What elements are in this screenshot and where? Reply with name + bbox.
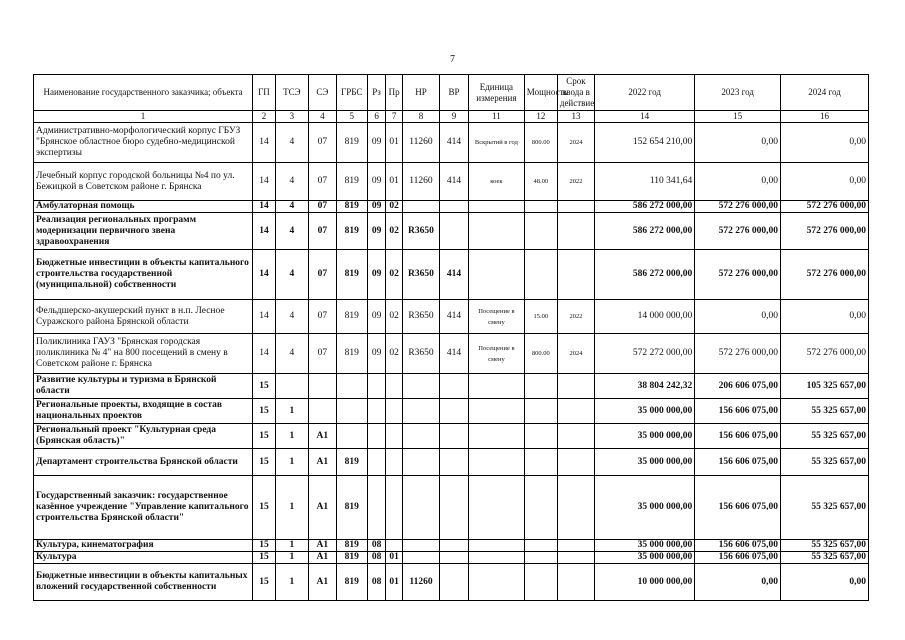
header-cell: Рз: [367, 75, 386, 111]
cell-name: Бюджетные инвестиции в объекты капитального строительства государственной (муниципальной) собственности: [34, 250, 253, 300]
cell-pr: [386, 399, 403, 424]
cell-capacity: [524, 201, 557, 213]
cell-nr: [402, 424, 439, 449]
cell-sum-2022: 35 000 000,00: [595, 476, 695, 540]
cell-grbs: 819: [336, 213, 367, 250]
cell-rz: 09: [367, 213, 386, 250]
cell-capacity: 15.00: [524, 300, 557, 334]
column-number-cell: 2: [253, 111, 276, 123]
cell-capacity: [524, 374, 557, 399]
cell-grbs: 819: [336, 123, 367, 163]
cell-sum-2024: 572 276 000,00: [781, 213, 869, 250]
cell-rz: 08: [367, 540, 386, 552]
cell-sum-2024: 55 325 657,00: [781, 449, 869, 476]
header-cell: НР: [402, 75, 439, 111]
cell-pr: 01: [386, 123, 403, 163]
cell-vr: 414: [440, 123, 469, 163]
cell-sum-2023: 156 606 075,00: [695, 424, 781, 449]
header-cell: ГП: [253, 75, 276, 111]
cell-unit: [469, 476, 525, 540]
table-row: [34, 449, 869, 476]
cell-vr: 414: [440, 334, 469, 374]
cell-sum-2022: 35 000 000,00: [595, 540, 695, 552]
cell-se: 07: [308, 213, 336, 250]
cell-nr: 11260: [402, 163, 439, 201]
column-number-row: [34, 111, 869, 123]
cell-gp: 15: [253, 540, 276, 552]
cell-term: [557, 449, 594, 476]
cell-unit: Посещение в смену: [469, 300, 525, 334]
cell-term: [557, 424, 594, 449]
cell-gp: 15: [253, 399, 276, 424]
table-row: [34, 374, 869, 399]
cell-capacity: 800.00: [524, 123, 557, 163]
header-cell: ВР: [440, 75, 469, 111]
cell-nr: [402, 374, 439, 399]
header-row: [34, 75, 869, 111]
table-row: [34, 540, 869, 552]
table-row: [34, 123, 869, 163]
cell-rz: 09: [367, 201, 386, 213]
cell-vr: 414: [440, 300, 469, 334]
cell-pr: 02: [386, 213, 403, 250]
cell-vr: 414: [440, 163, 469, 201]
cell-grbs: [336, 374, 367, 399]
cell-pr: [386, 449, 403, 476]
cell-tse: [275, 374, 308, 399]
header-cell: 2022 год: [595, 75, 695, 111]
cell-se: 07: [308, 334, 336, 374]
cell-tse: 4: [275, 250, 308, 300]
cell-unit: коек: [469, 163, 525, 201]
header-cell: 2023 год: [695, 75, 781, 111]
cell-rz: 09: [367, 300, 386, 334]
table-row: [34, 552, 869, 564]
cell-sum-2022: 110 341,64: [595, 163, 695, 201]
cell-term: [557, 374, 594, 399]
cell-capacity: [524, 552, 557, 564]
cell-gp: 15: [253, 476, 276, 540]
header-cell: 2024 год: [781, 75, 869, 111]
cell-nr: [402, 201, 439, 213]
header-cell: Пр: [386, 75, 403, 111]
cell-gp: 14: [253, 300, 276, 334]
cell-vr: [440, 399, 469, 424]
cell-se: A1: [308, 449, 336, 476]
cell-grbs: 819: [336, 564, 367, 601]
cell-nr: R3650: [402, 334, 439, 374]
cell-se: 07: [308, 201, 336, 213]
cell-nr: R3650: [402, 213, 439, 250]
cell-pr: [386, 374, 403, 399]
column-number-cell: 8: [402, 111, 439, 123]
cell-tse: 1: [275, 564, 308, 601]
cell-vr: [440, 449, 469, 476]
cell-tse: 4: [275, 163, 308, 201]
cell-gp: 14: [253, 334, 276, 374]
cell-grbs: 819: [336, 250, 367, 300]
cell-capacity: [524, 424, 557, 449]
budget-table: [33, 74, 869, 601]
cell-unit: Вскрытий в год: [469, 123, 525, 163]
cell-se: A1: [308, 476, 336, 540]
cell-rz: 09: [367, 163, 386, 201]
cell-sum-2022: 35 000 000,00: [595, 424, 695, 449]
cell-term: 2022: [557, 163, 594, 201]
cell-pr: [386, 540, 403, 552]
cell-unit: [469, 564, 525, 601]
cell-pr: 01: [386, 163, 403, 201]
cell-sum-2024: 0,00: [781, 123, 869, 163]
cell-gp: 14: [253, 213, 276, 250]
cell-rz: 08: [367, 552, 386, 564]
table-row: [34, 476, 869, 540]
cell-term: [557, 476, 594, 540]
cell-unit: [469, 213, 525, 250]
cell-se: 07: [308, 123, 336, 163]
column-number-cell: 5: [336, 111, 367, 123]
cell-sum-2022: 14 000 000,00: [595, 300, 695, 334]
cell-gp: 14: [253, 201, 276, 213]
table-row: [34, 399, 869, 424]
cell-sum-2023: 156 606 075,00: [695, 449, 781, 476]
cell-sum-2024: 572 276 000,00: [781, 334, 869, 374]
cell-capacity: [524, 476, 557, 540]
table-row: [34, 201, 869, 213]
cell-pr: 01: [386, 552, 403, 564]
cell-name: Культура, кинематография: [34, 540, 253, 552]
cell-rz: [367, 449, 386, 476]
cell-sum-2024: 572 276 000,00: [781, 201, 869, 213]
table-row: [34, 424, 869, 449]
cell-vr: [440, 374, 469, 399]
cell-se: [308, 399, 336, 424]
cell-pr: 02: [386, 201, 403, 213]
cell-gp: 15: [253, 449, 276, 476]
cell-rz: [367, 374, 386, 399]
cell-gp: 14: [253, 163, 276, 201]
cell-sum-2023: 156 606 075,00: [695, 399, 781, 424]
cell-sum-2024: 55 325 657,00: [781, 552, 869, 564]
cell-grbs: 819: [336, 552, 367, 564]
cell-term: [557, 552, 594, 564]
cell-unit: [469, 552, 525, 564]
cell-grbs: 819: [336, 449, 367, 476]
cell-name: Реализация региональных программ модернизации первичного звена здравоохранения: [34, 213, 253, 250]
cell-term: [557, 399, 594, 424]
cell-tse: 4: [275, 334, 308, 374]
cell-vr: [440, 201, 469, 213]
cell-tse: 4: [275, 201, 308, 213]
cell-sum-2024: 55 325 657,00: [781, 540, 869, 552]
cell-sum-2024: 0,00: [781, 564, 869, 601]
cell-nr: 11260: [402, 564, 439, 601]
cell-capacity: [524, 399, 557, 424]
cell-sum-2024: 572 276 000,00: [781, 250, 869, 300]
cell-rz: 09: [367, 123, 386, 163]
cell-nr: [402, 476, 439, 540]
cell-pr: 02: [386, 300, 403, 334]
cell-term: [557, 540, 594, 552]
table-row: [34, 300, 869, 334]
cell-nr: [402, 540, 439, 552]
cell-capacity: 48.00: [524, 163, 557, 201]
cell-unit: [469, 449, 525, 476]
cell-tse: 1: [275, 399, 308, 424]
cell-name: Региональные проекты, входящие в состав национальных проектов: [34, 399, 253, 424]
cell-term: [557, 213, 594, 250]
cell-nr: [402, 552, 439, 564]
cell-tse: 1: [275, 552, 308, 564]
cell-term: 2024: [557, 123, 594, 163]
cell-sum-2022: 10 000 000,00: [595, 564, 695, 601]
cell-name: Региональный проект "Культурная среда (Брянская область)": [34, 424, 253, 449]
cell-gp: 14: [253, 123, 276, 163]
cell-gp: 15: [253, 564, 276, 601]
cell-name: Государственный заказчик: государственное казённое учреждение "Управление капитального строительства Брянской области": [34, 476, 253, 540]
cell-se: 07: [308, 300, 336, 334]
cell-tse: 4: [275, 123, 308, 163]
cell-rz: 09: [367, 334, 386, 374]
cell-gp: 14: [253, 250, 276, 300]
column-number-cell: 7: [386, 111, 403, 123]
cell-se: A1: [308, 540, 336, 552]
column-number-cell: 14: [595, 111, 695, 123]
cell-term: 2022: [557, 300, 594, 334]
cell-grbs: [336, 424, 367, 449]
cell-name: Поликлиника ГАУЗ "Брянская городская поликлиника № 4" на 800 посещений в смену в Советском районе г. Брянска: [34, 334, 253, 374]
cell-rz: 08: [367, 564, 386, 601]
column-number-cell: 9: [440, 111, 469, 123]
cell-tse: 4: [275, 213, 308, 250]
cell-vr: [440, 552, 469, 564]
header-cell: СЭ: [308, 75, 336, 111]
cell-unit: [469, 250, 525, 300]
cell-sum-2023: 156 606 075,00: [695, 476, 781, 540]
cell-unit: [469, 374, 525, 399]
cell-se: A1: [308, 564, 336, 601]
cell-tse: 1: [275, 476, 308, 540]
cell-sum-2023: 0,00: [695, 123, 781, 163]
column-number-cell: 16: [781, 111, 869, 123]
cell-term: [557, 201, 594, 213]
cell-sum-2023: 156 606 075,00: [695, 540, 781, 552]
cell-sum-2023: 572 276 000,00: [695, 201, 781, 213]
cell-sum-2022: 586 272 000,00: [595, 201, 695, 213]
cell-nr: [402, 449, 439, 476]
cell-grbs: 819: [336, 476, 367, 540]
cell-unit: [469, 399, 525, 424]
cell-name: Фельдшерско-акушерский пункт в н.п. Лесное Суражского района Брянской области: [34, 300, 253, 334]
cell-nr: R3650: [402, 250, 439, 300]
cell-sum-2022: 35 000 000,00: [595, 449, 695, 476]
column-number-cell: 13: [557, 111, 594, 123]
cell-name: Развитие культуры и туризма в Брянской области: [34, 374, 253, 399]
table-row: [34, 213, 869, 250]
cell-name: Бюджетные инвестиции в объекты капитальных вложений государственной собственности: [34, 564, 253, 601]
cell-rz: 09: [367, 250, 386, 300]
cell-name: Департамент строительства Брянской области: [34, 449, 253, 476]
page-number: 7: [450, 54, 455, 65]
cell-sum-2024: 55 325 657,00: [781, 399, 869, 424]
cell-pr: [386, 476, 403, 540]
cell-grbs: 819: [336, 334, 367, 374]
cell-sum-2023: 156 606 075,00: [695, 552, 781, 564]
cell-grbs: 819: [336, 201, 367, 213]
cell-vr: [440, 540, 469, 552]
cell-sum-2022: 572 272 000,00: [595, 334, 695, 374]
cell-se: A1: [308, 552, 336, 564]
cell-nr: 11260: [402, 123, 439, 163]
cell-sum-2022: 586 272 000,00: [595, 250, 695, 300]
cell-sum-2023: 572 276 000,00: [695, 213, 781, 250]
cell-sum-2022: 35 000 000,00: [595, 552, 695, 564]
cell-gp: 15: [253, 424, 276, 449]
cell-name: Культура: [34, 552, 253, 564]
cell-sum-2024: 55 325 657,00: [781, 476, 869, 540]
cell-vr: [440, 476, 469, 540]
column-number-cell: 11: [469, 111, 525, 123]
cell-pr: 02: [386, 250, 403, 300]
cell-capacity: [524, 564, 557, 601]
header-cell: Единица измерения: [469, 75, 525, 111]
cell-sum-2022: 38 804 242,32: [595, 374, 695, 399]
cell-sum-2023: 0,00: [695, 163, 781, 201]
cell-unit: [469, 424, 525, 449]
cell-gp: 15: [253, 374, 276, 399]
cell-sum-2023: 0,00: [695, 300, 781, 334]
cell-unit: Посещение в смену: [469, 334, 525, 374]
cell-term: 2024: [557, 334, 594, 374]
column-number-cell: 4: [308, 111, 336, 123]
cell-sum-2023: 206 606 075,00: [695, 374, 781, 399]
cell-tse: 4: [275, 300, 308, 334]
cell-vr: [440, 213, 469, 250]
cell-se: A1: [308, 424, 336, 449]
cell-capacity: [524, 540, 557, 552]
cell-nr: R3650: [402, 300, 439, 334]
table-row: [34, 334, 869, 374]
cell-sum-2024: 0,00: [781, 163, 869, 201]
table-body: [34, 123, 869, 601]
cell-sum-2023: 572 276 000,00: [695, 334, 781, 374]
cell-sum-2023: 572 276 000,00: [695, 250, 781, 300]
header-cell: ТСЭ: [275, 75, 308, 111]
cell-sum-2024: 0,00: [781, 300, 869, 334]
table-row: [34, 250, 869, 300]
cell-se: [308, 374, 336, 399]
header-cell: Мощность: [524, 75, 557, 111]
cell-term: [557, 564, 594, 601]
column-number-cell: 6: [367, 111, 386, 123]
cell-sum-2022: 35 000 000,00: [595, 399, 695, 424]
cell-unit: [469, 201, 525, 213]
cell-tse: 1: [275, 449, 308, 476]
cell-se: 07: [308, 250, 336, 300]
cell-sum-2024: 55 325 657,00: [781, 424, 869, 449]
table-row: [34, 564, 869, 601]
header-cell: Наименование государственного заказчика; объекта: [34, 75, 253, 111]
cell-tse: 1: [275, 540, 308, 552]
cell-capacity: [524, 213, 557, 250]
cell-vr: 414: [440, 250, 469, 300]
cell-rz: [367, 424, 386, 449]
cell-rz: [367, 476, 386, 540]
cell-term: [557, 250, 594, 300]
column-number-cell: 1: [34, 111, 253, 123]
cell-vr: [440, 564, 469, 601]
cell-pr: [386, 424, 403, 449]
cell-vr: [440, 424, 469, 449]
cell-grbs: [336, 399, 367, 424]
cell-name: Амбулаторная помощь: [34, 201, 253, 213]
column-number-cell: 3: [275, 111, 308, 123]
cell-grbs: 819: [336, 540, 367, 552]
cell-capacity: [524, 449, 557, 476]
cell-sum-2022: 586 272 000,00: [595, 213, 695, 250]
cell-sum-2023: 0,00: [695, 564, 781, 601]
cell-capacity: 800.00: [524, 334, 557, 374]
cell-grbs: 819: [336, 300, 367, 334]
cell-se: 07: [308, 163, 336, 201]
cell-sum-2022: 152 654 210,00: [595, 123, 695, 163]
cell-name: Лечебный корпус городской больницы №4 по ул. Бежицкой в Советском районе г. Брянска: [34, 163, 253, 201]
cell-pr: 01: [386, 564, 403, 601]
cell-pr: 02: [386, 334, 403, 374]
cell-unit: [469, 540, 525, 552]
cell-sum-2024: 105 325 657,00: [781, 374, 869, 399]
cell-capacity: [524, 250, 557, 300]
column-number-cell: 12: [524, 111, 557, 123]
cell-nr: [402, 399, 439, 424]
table-row: [34, 163, 869, 201]
cell-gp: 15: [253, 552, 276, 564]
header-cell: Срок ввода в действие: [557, 75, 594, 111]
cell-grbs: 819: [336, 163, 367, 201]
header-cell: ГРБС: [336, 75, 367, 111]
cell-tse: 1: [275, 424, 308, 449]
cell-rz: [367, 399, 386, 424]
cell-name: Административно-морфологический корпус ГБУЗ "Брянское областное бюро судебно-медицинской экспертизы: [34, 123, 253, 163]
column-number-cell: 15: [695, 111, 781, 123]
